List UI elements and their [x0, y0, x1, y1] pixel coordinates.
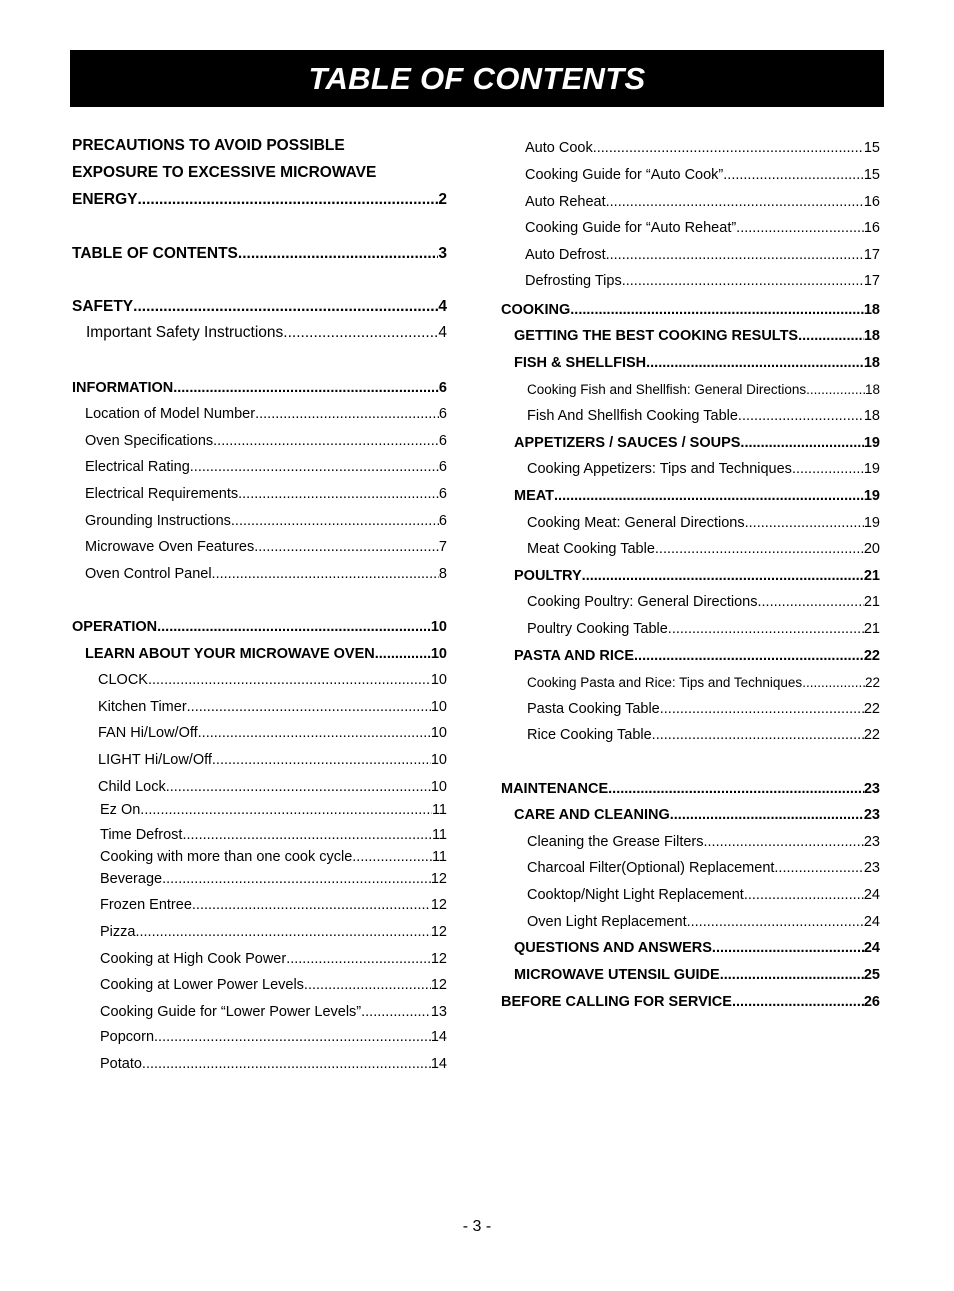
- toc-entry-page: 17: [863, 247, 880, 263]
- toc-dot-leader: [745, 512, 864, 534]
- toc-entry-title: Cooking at Lower Power Levels: [100, 977, 304, 993]
- toc-entry-title: Cooking Guide for “Lower Power Levels”: [100, 1004, 362, 1020]
- toc-entry-page: 19: [863, 461, 880, 477]
- toc-entry: [525, 191, 880, 213]
- toc-entry: [85, 563, 447, 585]
- toc-entry-title: FAN Hi/Low/Off: [98, 725, 198, 741]
- toc-entry: [527, 512, 880, 534]
- toc-dot-leader: [148, 669, 431, 691]
- toc-dot-leader: [712, 937, 864, 959]
- toc-entry-title: MAINTENANCE: [501, 781, 609, 797]
- toc-dot-leader: [133, 296, 438, 318]
- toc-entry-page: 3: [438, 245, 447, 262]
- toc-entry: [100, 824, 447, 846]
- toc-entry-title: Location of Model Number: [85, 406, 256, 422]
- toc-entry: [525, 217, 880, 239]
- toc-entry: [527, 672, 880, 694]
- toc-entry-title: ENERGY: [72, 191, 138, 208]
- toc-entry-page: 23: [863, 834, 880, 850]
- toc-entry-page: 21: [863, 594, 880, 610]
- toc-entry: [85, 643, 447, 665]
- toc-dot-leader: [254, 536, 439, 558]
- toc-entry-title: Cooking Appetizers: Tips and Techniques: [527, 461, 792, 477]
- toc-entry: [85, 430, 447, 452]
- toc-entry: [100, 894, 447, 916]
- toc-dot-leader: [646, 352, 864, 374]
- toc-entry-title: Frozen Entree: [100, 897, 192, 913]
- toc-entry-title: Meat Cooking Table: [527, 541, 655, 557]
- toc-entry-title: Cooking at High Cook Power: [100, 951, 287, 967]
- toc-entry: [72, 243, 447, 265]
- toc-dot-leader: [212, 563, 439, 585]
- toc-entry-title: Rice Cooking Table: [527, 727, 652, 743]
- toc-entry: [501, 991, 880, 1013]
- toc-entry-title: Electrical Requirements: [85, 486, 239, 502]
- toc-entry: [527, 698, 880, 720]
- toc-entry-page: 6: [438, 459, 447, 475]
- toc-dot-leader: [157, 616, 431, 638]
- toc-dot-leader: [802, 672, 865, 694]
- toc-entry-title: LIGHT Hi/Low/Off: [98, 752, 212, 768]
- toc-entry: [514, 565, 880, 587]
- toc-entry-title: Auto Defrost: [525, 247, 606, 263]
- toc-entry-page: 2: [438, 191, 447, 208]
- toc-dot-leader: [606, 191, 864, 213]
- toc-entry: [514, 964, 880, 986]
- toc-dot-leader: [162, 868, 431, 890]
- toc-entry-title: Child Lock: [98, 779, 166, 795]
- toc-entry: [86, 322, 447, 344]
- toc-entry-title: QUESTIONS AND ANSWERS: [514, 940, 712, 956]
- toc-entry-page: 6: [438, 433, 447, 449]
- toc-dot-leader: [283, 322, 438, 344]
- toc-entry-title: Oven Control Panel: [85, 566, 212, 582]
- toc-entry-page: 6: [438, 406, 447, 422]
- toc-dot-leader: [198, 722, 431, 744]
- toc-entry-title: Electrical Rating: [85, 459, 190, 475]
- toc-entry-title: TABLE OF CONTENTS: [72, 245, 238, 262]
- toc-entry: [514, 804, 880, 826]
- toc-dot-leader: [634, 645, 864, 667]
- toc-dot-leader: [652, 724, 864, 746]
- toc-entry-page: 6: [438, 486, 447, 502]
- toc-entry-page: 16: [863, 194, 880, 210]
- toc-entry-page: 14: [430, 1029, 447, 1045]
- toc-dot-leader: [187, 696, 431, 718]
- toc-dot-leader: [806, 379, 865, 401]
- toc-entry: [85, 483, 447, 505]
- toc-entry: [527, 911, 880, 933]
- toc-entry-title: MEAT: [514, 488, 555, 504]
- toc-entry-title: PASTA AND RICE: [514, 648, 635, 664]
- toc-dot-leader: [190, 456, 439, 478]
- toc-entry-title: Cooking Meat: General Directions: [527, 515, 745, 531]
- toc-entry: [100, 868, 447, 890]
- toc-entry-title: Defrosting Tips: [525, 273, 622, 289]
- toc-dot-leader: [622, 270, 864, 292]
- toc-entry-page: 6: [438, 513, 447, 529]
- toc-dot-leader: [192, 894, 431, 916]
- toc-entry: [85, 403, 447, 425]
- toc-entry: [525, 244, 880, 266]
- toc-entry-title: Cooking Fish and Shellfish: General Directions: [527, 382, 807, 397]
- page-number: - 3 -: [462, 1218, 492, 1235]
- toc-dot-leader: [182, 824, 431, 846]
- toc-entry: [501, 778, 880, 800]
- toc-entry-page: 15: [863, 167, 880, 183]
- toc-dot-leader: [758, 591, 864, 613]
- toc-entry-title: Cooking Pasta and Rice: Tips and Techniques: [527, 675, 803, 690]
- toc-entry-page: 20: [863, 541, 880, 557]
- toc-entry: [98, 669, 447, 691]
- toc-entry-page: 23: [863, 807, 880, 823]
- toc-entry: [98, 776, 447, 798]
- toc-entry-page: 18: [863, 328, 880, 344]
- toc-entry: [525, 270, 880, 292]
- toc-dot-leader: [154, 1026, 431, 1048]
- toc-dot-leader: [212, 749, 431, 771]
- toc-dot-leader: [137, 189, 438, 211]
- toc-entry-page: 10: [430, 646, 447, 662]
- toc-entry-title: Grounding Instructions: [85, 513, 231, 529]
- toc-dot-leader: [670, 804, 864, 826]
- toc-entry-title: PRECAUTIONS TO AVOID POSSIBLE: [72, 137, 345, 154]
- toc-entry: [100, 974, 447, 996]
- toc-entry-title: CLOCK: [98, 672, 148, 688]
- toc-dot-leader: [582, 565, 864, 587]
- toc-entry: [514, 645, 880, 667]
- toc-entry-page: 11: [431, 802, 447, 818]
- toc-entry-page: 18: [864, 382, 880, 397]
- toc-entry-title: Time Defrost: [100, 827, 183, 843]
- toc-entry-title: Popcorn: [100, 1029, 155, 1045]
- toc-dot-leader: [238, 243, 438, 265]
- toc-entry: [514, 937, 880, 959]
- toc-entry-title: Important Safety Instructions: [86, 324, 284, 341]
- toc-entry: [527, 458, 880, 480]
- toc-dot-leader: [142, 1053, 431, 1075]
- toc-entry-page: 12: [430, 897, 447, 913]
- toc-entry-page: 10: [430, 672, 447, 688]
- toc-entry: [85, 456, 447, 478]
- toc-right-column: [501, 137, 880, 1097]
- toc-entry-page: 22: [864, 675, 880, 690]
- toc-entry-page: 24: [863, 914, 880, 930]
- toc-entry-page: 8: [438, 566, 447, 582]
- toc-entry: [72, 135, 447, 157]
- toc-entry: [527, 831, 880, 853]
- toc-entry-page: 12: [430, 951, 447, 967]
- toc-dot-leader: [668, 618, 864, 640]
- toc-dot-leader: [774, 857, 863, 879]
- toc-entry-title: INFORMATION: [72, 380, 174, 396]
- title-banner: [70, 50, 884, 107]
- toc-entry-title: APPETIZERS / SAUCES / SOUPS: [514, 435, 741, 451]
- toc-entry-title: Beverage: [100, 871, 163, 887]
- toc-dot-leader: [593, 137, 864, 159]
- toc-dot-leader: [740, 432, 863, 454]
- toc-dot-leader: [166, 776, 431, 798]
- toc-entry-page: 22: [863, 648, 880, 664]
- toc-dot-leader: [704, 831, 864, 853]
- toc-entry: [72, 616, 447, 638]
- toc-entry-page: 12: [430, 977, 447, 993]
- toc-entry: [100, 846, 447, 868]
- toc-entry-title: Potato: [100, 1056, 142, 1072]
- toc-entry: [501, 299, 880, 321]
- toc-entry: [514, 352, 880, 374]
- toc-entry-title: Cleaning the Grease Filters: [527, 834, 704, 850]
- toc-entry-page: 12: [430, 871, 447, 887]
- toc-entry: [100, 948, 447, 970]
- toc-entry-title: EXPOSURE TO EXCESSIVE MICROWAVE: [72, 164, 377, 181]
- toc-dot-leader: [732, 991, 864, 1013]
- toc-entry: [527, 538, 880, 560]
- toc-dot-leader: [286, 948, 431, 970]
- toc-dot-leader: [231, 510, 439, 532]
- toc-entry-title: Oven Light Replacement: [527, 914, 687, 930]
- toc-entry-page: 15: [863, 140, 880, 156]
- toc-entry-title: MICROWAVE UTENSIL GUIDE: [514, 967, 720, 983]
- toc-entry-title: OPERATION: [72, 619, 158, 635]
- toc-entry: [525, 164, 880, 186]
- toc-dot-leader: [792, 458, 864, 480]
- toc-dot-leader: [304, 974, 431, 996]
- toc-entry-title: Kitchen Timer: [98, 699, 187, 715]
- toc-entry-page: 18: [863, 408, 880, 424]
- toc-entry-page: 6: [438, 380, 447, 396]
- toc-entry-page: 12: [430, 924, 447, 940]
- toc-entry: [100, 1053, 447, 1075]
- toc-entry-page: 10: [430, 699, 447, 715]
- toc-entry: [527, 884, 880, 906]
- toc-dot-leader: [375, 643, 431, 665]
- toc-entry: [100, 799, 447, 821]
- toc-entry-title: Cooking Guide for “Auto Cook”: [525, 167, 724, 183]
- toc-entry: [514, 325, 880, 347]
- toc-entry: [527, 618, 880, 640]
- toc-dot-leader: [720, 964, 864, 986]
- toc-entry-page: 18: [863, 302, 880, 318]
- toc-entry: [527, 857, 880, 879]
- toc-entry: [527, 724, 880, 746]
- toc-entry-title: Ez On: [100, 802, 141, 818]
- toc-entry: [98, 696, 447, 718]
- toc-entry-title: Cooking with more than one cook cycle: [100, 849, 353, 865]
- toc-dot-leader: [687, 911, 864, 933]
- toc-entry: [72, 162, 447, 184]
- toc-entry-page: 4: [438, 324, 447, 341]
- toc-entry: [525, 137, 880, 159]
- toc-dot-leader: [798, 325, 864, 347]
- toc-dot-leader: [238, 483, 439, 505]
- toc-dot-leader: [723, 164, 864, 186]
- toc-entry-page: 13: [430, 1004, 447, 1020]
- toc-entry-page: 17: [863, 273, 880, 289]
- toc-entry: [100, 921, 447, 943]
- toc-entry: [527, 379, 880, 401]
- toc-entry: [85, 536, 447, 558]
- toc-entry-page: 10: [430, 752, 447, 768]
- toc-dot-leader: [606, 244, 864, 266]
- toc-entry-page: 7: [438, 539, 447, 555]
- toc-entry-title: COOKING: [501, 302, 571, 318]
- toc-entry-page: 24: [863, 940, 880, 956]
- toc-entry: [514, 432, 880, 454]
- toc-entry-page: 24: [863, 887, 880, 903]
- toc-entry-page: 26: [863, 994, 880, 1010]
- toc-entry: [72, 296, 447, 318]
- toc-entry-page: 23: [863, 860, 880, 876]
- toc-entry-page: 25: [863, 967, 880, 983]
- toc-dot-leader: [352, 846, 432, 868]
- toc-entry-page: 18: [863, 355, 880, 371]
- toc-entry: [527, 591, 880, 613]
- toc-dot-leader: [655, 538, 864, 560]
- toc-dot-leader: [140, 799, 432, 821]
- toc-entry: [85, 510, 447, 532]
- toc-entry-page: 19: [863, 515, 880, 531]
- toc-entry-title: Oven Specifications: [85, 433, 214, 449]
- toc-dot-leader: [255, 403, 439, 425]
- toc-entry: [98, 749, 447, 771]
- toc-entry-title: Cooking Poultry: General Directions: [527, 594, 758, 610]
- toc-entry-title: Auto Cook: [525, 140, 593, 156]
- toc-entry-page: 14: [430, 1056, 447, 1072]
- toc-entry-page: 19: [863, 488, 880, 504]
- toc-left-column: [72, 135, 447, 1095]
- toc-entry: [527, 405, 880, 427]
- toc-entry: [98, 722, 447, 744]
- toc-entry-title: Charcoal Filter(Optional) Replacement: [527, 860, 775, 876]
- toc-entry: [72, 189, 447, 211]
- toc-entry-page: 16: [863, 220, 880, 236]
- toc-entry-title: CARE AND CLEANING: [514, 807, 670, 823]
- toc-entry-title: Cooking Guide for “Auto Reheat”: [525, 220, 737, 236]
- toc-dot-leader: [736, 217, 864, 239]
- toc-entry-title: Pasta Cooking Table: [527, 701, 660, 717]
- toc-entry-title: FISH & SHELLFISH: [514, 355, 647, 371]
- toc-dot-leader: [570, 299, 864, 321]
- toc-entry-title: Poultry Cooking Table: [527, 621, 668, 637]
- toc-entry-page: 11: [431, 827, 447, 843]
- toc-dot-leader: [173, 377, 439, 399]
- toc-entry-title: GETTING THE BEST COOKING RESULTS: [514, 328, 799, 344]
- toc-entry-page: 10: [430, 725, 447, 741]
- toc-dot-leader: [135, 921, 430, 943]
- toc-dot-leader: [738, 405, 864, 427]
- toc-entry-page: 10: [430, 619, 447, 635]
- toc-entry-title: Auto Reheat: [525, 194, 606, 210]
- toc-dot-leader: [361, 1001, 431, 1023]
- toc-entry-page: 22: [863, 701, 880, 717]
- toc-entry-title: Cooktop/Night Light Replacement: [527, 887, 744, 903]
- toc-entry-page: 19: [863, 435, 880, 451]
- toc-entry: [72, 377, 447, 399]
- toc-entry-title: SAFETY: [72, 298, 134, 315]
- toc-entry-title: LEARN ABOUT YOUR MICROWAVE OVEN: [85, 646, 375, 662]
- toc-dot-leader: [213, 430, 439, 452]
- toc-entry: [514, 485, 880, 507]
- toc-dot-leader: [608, 778, 864, 800]
- toc-entry-page: 22: [863, 727, 880, 743]
- toc-entry-title: Pizza: [100, 924, 136, 940]
- toc-entry-page: 21: [863, 568, 880, 584]
- toc-entry: [100, 1001, 447, 1023]
- toc-entry-page: 4: [438, 298, 447, 315]
- toc-entry-page: 11: [431, 849, 447, 865]
- toc-entry-page: 23: [863, 781, 880, 797]
- toc-entry-page: 21: [863, 621, 880, 637]
- page-title: TABLE OF CONTENTS: [308, 61, 646, 96]
- toc-entry-title: BEFORE CALLING FOR SERVICE: [501, 994, 732, 1010]
- toc-entry-page: 10: [430, 779, 447, 795]
- toc-entry-title: Microwave Oven Features: [85, 539, 255, 555]
- toc-entry: [100, 1026, 447, 1048]
- toc-dot-leader: [660, 698, 864, 720]
- toc-dot-leader: [744, 884, 864, 906]
- toc-entry-title: Fish And Shellfish Cooking Table: [527, 408, 738, 424]
- toc-entry-title: POULTRY: [514, 568, 582, 584]
- toc-dot-leader: [554, 485, 864, 507]
